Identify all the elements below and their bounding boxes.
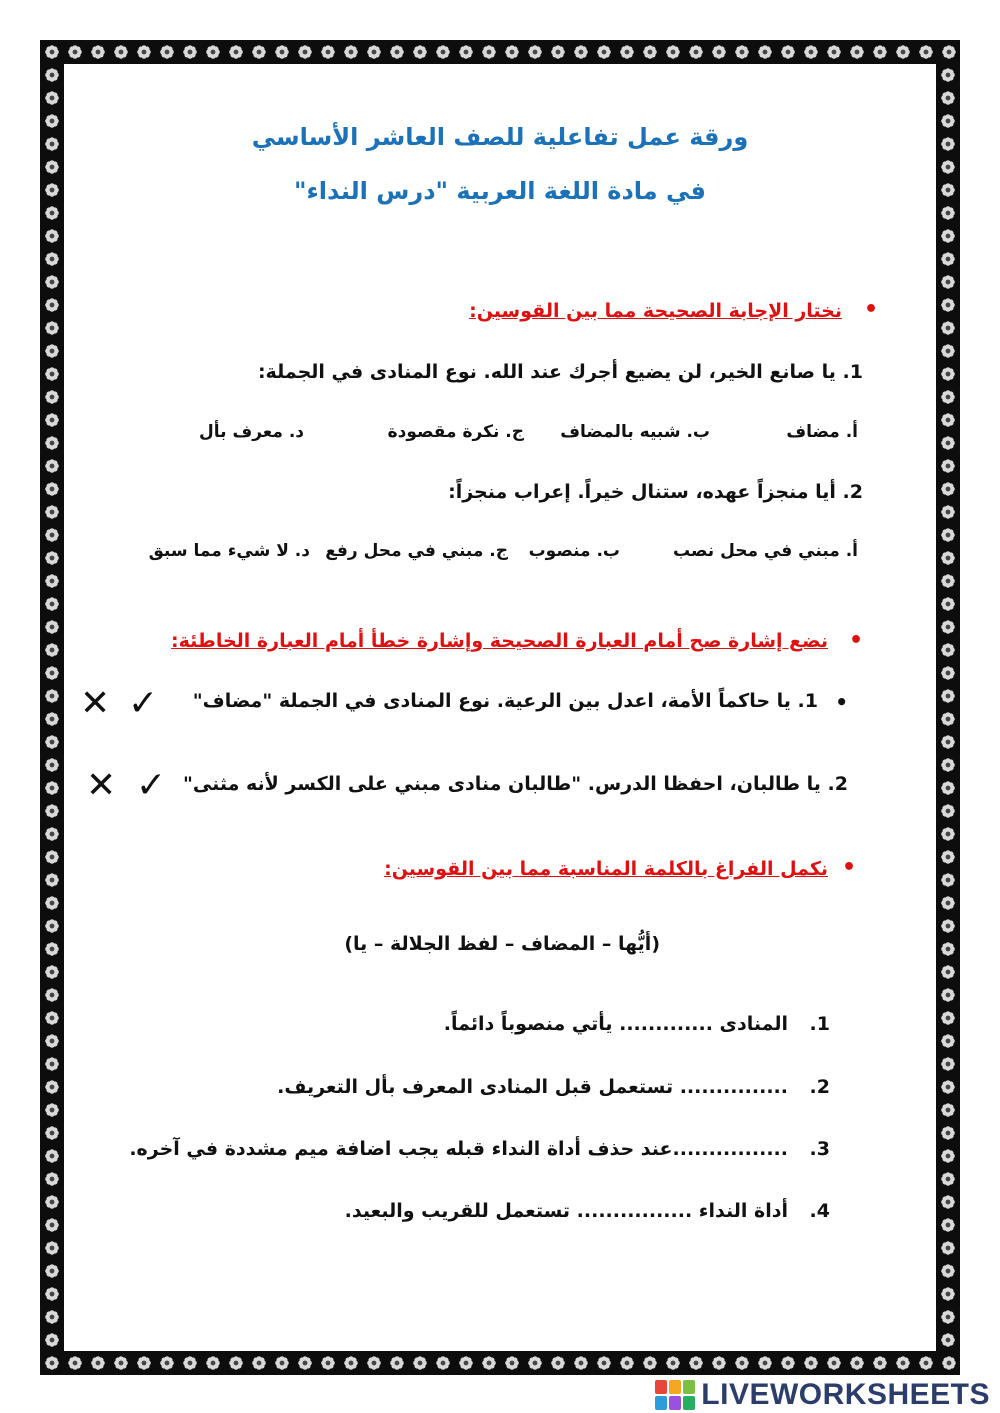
q1-option-a[interactable]: أ. مضاف xyxy=(786,422,858,442)
section3-heading: نكمل الفراغ بالكلمة المناسبة مما بين القوسين: xyxy=(384,858,828,880)
question-1: 1. يا صانع الخير، لن يضيع أجرك عند الله. نوع المنادى في الجملة: xyxy=(257,361,863,383)
worksheet-title: ورقة عمل تفاعلية للصف العاشر الأساسي xyxy=(251,123,749,151)
fill-item-2-text: ............... تستعمل قبل المنادى المعرف بأل التعريف. xyxy=(277,1076,788,1098)
fill-item-4-number: 4. xyxy=(809,1200,830,1222)
q1-option-d[interactable]: د. معرف بأل xyxy=(199,422,304,442)
q2-option-b[interactable]: ب. منصوب xyxy=(528,541,620,561)
fill-item-2-number: 2. xyxy=(809,1076,830,1098)
q1-option-c[interactable]: ج. نكرة مقصودة xyxy=(387,422,524,442)
q2-option-a[interactable]: أ. مبني في محل نصب xyxy=(673,541,858,561)
tf-2-check-icon[interactable]: ✓ xyxy=(136,765,167,806)
fill-item-3-number: 3. xyxy=(809,1138,830,1160)
worksheet-subtitle: في مادة اللغة العربية "درس النداء" xyxy=(294,177,706,205)
fill-item-3-text: ................عند حذف أداة النداء قبله يجب اضافة ميم مشددة في آخره. xyxy=(129,1138,788,1160)
fill-item-1-number: 1. xyxy=(809,1013,830,1035)
tf-1-check-icon[interactable]: ✓ xyxy=(128,683,159,724)
q2-option-d[interactable]: د. لا شيء مما سبق xyxy=(148,541,310,561)
fill-item-1-text: المنادى ............. يأتي منصوباً دائماً. xyxy=(443,1013,788,1035)
section1-bullet: • xyxy=(863,297,878,322)
fill-item-4-text: أداة النداء ................ تستعمل للقريب والبعيد. xyxy=(344,1200,788,1222)
section2-bullet: • xyxy=(848,628,863,653)
logo-text: LIVEWORKSHEETS xyxy=(701,1378,990,1411)
tf-2-cross-icon[interactable]: ✕ xyxy=(86,765,117,806)
tf-item-1-bullet: • xyxy=(835,690,848,714)
tf-1-cross-icon[interactable]: ✕ xyxy=(80,683,111,724)
tf-statement-2: 2. يا طالبان، احفظا الدرس. "طالبان منادى مبني على الكسر لأنه مثنى" xyxy=(183,773,848,795)
question-2: 2. أيا منجزاً عهده، ستنال خيراً. إعراب منجزاً: xyxy=(448,481,863,503)
section2-heading: نضع إشارة صح أمام العبارة الصحيحة وإشارة خطأ أمام العبارة الخاطئة: xyxy=(171,630,828,652)
word-bank: (أيُّها – المضاف – لفظ الجلالة – يا) xyxy=(344,933,660,955)
liveworksheets-logo xyxy=(655,1378,990,1412)
tf-statement-1: 1. يا حاكماً الأمة، اعدل بين الرعية. نوع المنادى في الجملة "مضاف" xyxy=(192,690,818,712)
section3-bullet: • xyxy=(841,855,856,880)
section1-heading: نختار الإجابة الصحيحة مما بين القوسين: xyxy=(469,300,842,322)
q2-option-c[interactable]: ج. مبني في محل رفع xyxy=(325,541,508,561)
q1-option-b[interactable]: ب. شبيه بالمضاف xyxy=(560,422,710,442)
logo-mark-icon xyxy=(655,1380,695,1410)
